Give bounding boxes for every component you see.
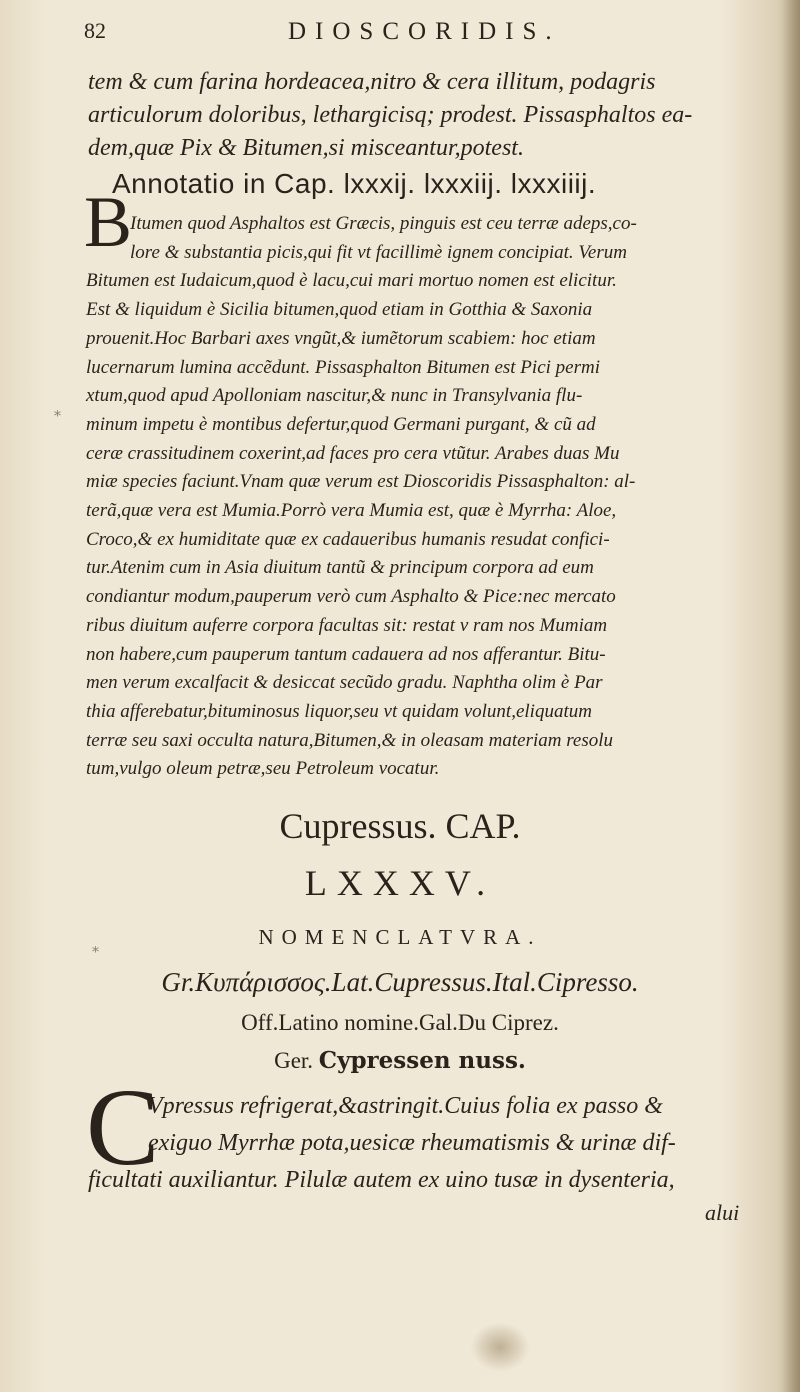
page-number: 82 xyxy=(84,18,106,43)
drop-cap-b: B xyxy=(84,182,133,262)
margin-mark: ⁎ xyxy=(54,405,61,420)
drop-cap-c: C xyxy=(86,1066,160,1188)
margin-mark: ⁎ xyxy=(92,941,99,956)
annotation-line: condiantur modum,pauperum verò cum Asphalto & Pice:nec mercato xyxy=(86,586,616,608)
chapter-title: Cupressus. CAP. xyxy=(279,806,521,846)
annotation-line: ribus diuitum auferre corpora facultas sit: restat v ram nos Mumiam xyxy=(86,614,608,636)
annotation-line: xtum,quod apud Apolloniam nascitur,& nunc in Transylvania flu- xyxy=(86,385,583,407)
annotation-line: terræ seu saxi occulta natura,Bitumen,& in oleasam materiam resolu xyxy=(86,729,614,751)
annotation-line: Croco,& ex humiditate quæ ex cadaueribus humanis resudat confici- xyxy=(86,528,610,550)
annotation-line: minum impetu è montibus defertur,quod Germani purgant, & cũ ad xyxy=(86,413,596,435)
nomenclatura-line-2: Off.Latino nomine.Gal.Du Ciprez. xyxy=(241,1010,559,1035)
annotation-line: non habere,cum pauperum tantum cadauera ad nos afferantur. Bitu- xyxy=(86,643,606,665)
annotation-line: Bitumen est Iudaicum,quod è lacu,cui mari mortuo nomen est elicitur. xyxy=(86,270,617,292)
annotation-line: terã,quæ vera est Mumia.Porrò vera Mumia est, quæ è Myrrha: Aloe, xyxy=(86,500,617,522)
body-line: exiguo Myrrhæ pota,uesicæ rheumatismis & urinæ dif- xyxy=(148,1130,676,1156)
annotation-line: men verum excalfacit & desiccat secũdo gradu. Naphtha olim è Par xyxy=(86,672,603,694)
annotation-line: Itumen quod Asphaltos est Græcis, pinguis est ceu terræ adeps,co- xyxy=(130,213,637,234)
paper-stain xyxy=(470,1322,530,1372)
annotation-line: Est & liquidum è Sicilia bitumen,quod etiam in Gotthia & Saxonia xyxy=(86,299,593,321)
cupressus-body xyxy=(88,1088,778,1199)
text-line: tem & cum farina hordeacea,nitro & cera illitum, podagris xyxy=(88,69,656,95)
annotation-line: prouenit.Hoc Barbari axes vngũt,& iumẽtorum scabiem: hoc etiam xyxy=(86,327,596,349)
annotation-line: tur.Atenim cum in Asia diuitum tantũ & principum corpora ad eum xyxy=(86,557,594,579)
catchword: alui xyxy=(705,1200,740,1225)
running-head xyxy=(0,18,800,52)
page-edge-shadow xyxy=(782,0,800,1392)
nomenclatura-line-1: Gr.Κυπάρισσος.Lat.Cupressus.Ital.Cipresso. xyxy=(161,967,639,997)
annotation-line: tum,vulgo oleum petræ,seu Petroleum vocatur. xyxy=(86,758,440,780)
annotation-line: thia afferebatur,bituminosus liquor,seu vt quidam volunt,eliquatum xyxy=(86,700,592,722)
annotation-heading: Annotatio in Cap. lxxxij. lxxxiij. lxxxiiij. xyxy=(112,168,597,199)
annotation-line: ceræ crassitudinem coxerint,ad faces pro cera vtũtur. Arabes duas Mu xyxy=(86,442,620,464)
nomenclatura-heading: NOMENCLATVRA. xyxy=(258,925,542,949)
chapter-number: LXXXV. xyxy=(304,863,496,903)
text-line: dem,quæ Pix & Bitumen,si misceantur,potest. xyxy=(88,135,524,161)
annotation-line: lore & substantia picis,qui fit vt facillimè ignem concipiat. Verum xyxy=(130,241,627,263)
body-line: Vpressus refrigerat,&astringit.Cuius folia ex passo & xyxy=(148,1093,663,1119)
annotation-line: lucernarum lumina accẽdunt. Pissasphalton Bitumen est Pici permi xyxy=(86,356,600,378)
running-title: DIOSCORIDIS. xyxy=(288,18,561,45)
nomenclatura-ger-prefix: Ger. xyxy=(274,1048,314,1073)
annotation-line: miæ species faciunt.Vnam quæ verum est Dioscoridis Pissasphalton: al- xyxy=(86,471,636,493)
text-line: articulorum doloribus, lethargicisq; prodest. Pissasphaltos ea- xyxy=(88,102,693,128)
body-line: ficultati auxiliantur. Pilulæ autem ex uino tusæ in dysenteria, xyxy=(88,1167,675,1193)
nomenclatura-ger-name: Cypressen nuss. xyxy=(318,1047,526,1074)
annotation-body xyxy=(86,210,776,784)
continued-text xyxy=(88,66,768,165)
